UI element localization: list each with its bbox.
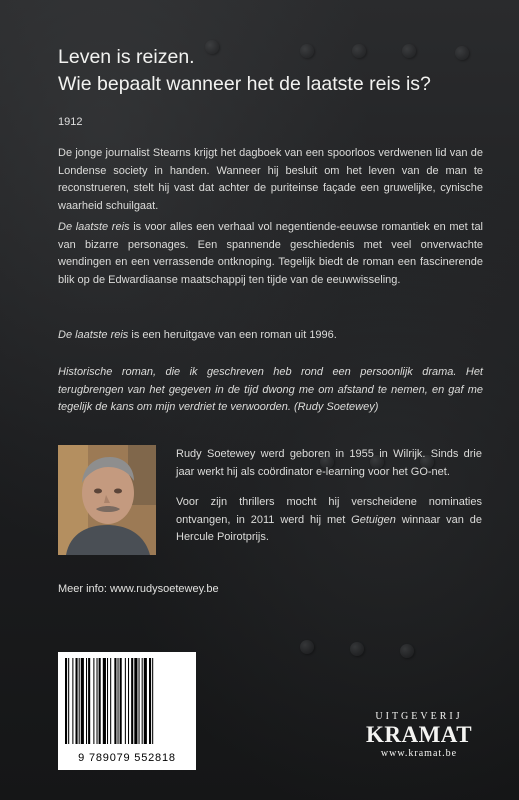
quote-text: Historische roman, die ik geschreven heb rond een persoonlijk drama. Het terugbrengen van het gegeven in de tijd dwong me om afstand te nemen, en gaf me tegelijk de kans om mijn verdriet te verwoorden. (Rudy Soetewey) — [58, 366, 483, 414]
book-title: De laatste reis — [58, 221, 130, 233]
publisher-label: UITGEVERIJ — [375, 711, 463, 722]
barcode-bar — [107, 658, 108, 744]
publisher-name: KRAMAT — [365, 722, 473, 747]
rivet-decoration — [350, 642, 364, 656]
barcode-bar — [99, 658, 101, 744]
barcode-bar — [76, 658, 78, 744]
author-quote — [58, 364, 483, 417]
barcode-bar — [128, 658, 129, 744]
rivet-decoration — [400, 644, 414, 658]
barcode-bar — [68, 658, 69, 744]
isbn-barcode — [58, 652, 196, 770]
publisher-url[interactable]: www.kramat.be — [380, 748, 458, 759]
barcode-bar — [72, 658, 73, 744]
awards-text-start: Voor zijn thrillers mocht hij verscheidene nominaties ontvangen, in 2011 werd hij met — [176, 496, 482, 526]
awarded-book-title: Getuigen — [351, 513, 396, 526]
barcode-bar — [120, 658, 122, 744]
barcode-bar — [152, 658, 153, 744]
barcode-bar — [93, 658, 94, 744]
barcode-bar — [110, 658, 111, 744]
barcode-bar — [103, 658, 106, 744]
barcode-bar — [114, 658, 116, 744]
author-portrait-image — [58, 445, 156, 555]
reissue-text: is een heruitgave van een roman uit 1996. — [128, 329, 337, 341]
description-text: is voor alles een verhaal vol negentiende-eeuwse romantiek en met tal van bizarre personages. Een spannende geschiedenis met veel onverwachte wendingen en een verrassende ontknoping. Tegelijk biedt de roman een fascinerende blik op de Edwardiaanse maatschappij ten tijde van de eeuwwisseling. — [58, 221, 484, 286]
barcode-bar — [125, 658, 126, 744]
reissue-paragraph — [58, 327, 483, 345]
barcode-bars — [64, 658, 190, 744]
headline-line-1: Leven is reizen. — [58, 46, 195, 68]
barcode-bar — [88, 658, 90, 744]
barcode-bar — [139, 658, 140, 744]
barcode-bar — [134, 658, 137, 744]
awards-text-end: winnaar van de Hercule Poirotprijs. — [176, 513, 482, 544]
more-info-link[interactable]: Meer info: www.rudysoetewey.be — [58, 583, 219, 595]
publisher-logo — [360, 711, 478, 759]
barcode-bar — [86, 658, 87, 744]
barcode-bar — [142, 658, 143, 744]
barcode-bar — [81, 658, 84, 744]
barcode-bar — [65, 658, 67, 744]
barcode-number: 9 789079 552818 — [78, 752, 176, 764]
rivet-decoration — [300, 640, 314, 654]
back-cover-headline — [58, 44, 498, 98]
headline-line-2: Wie bepaalt wanneer het de laatste reis is? — [58, 73, 431, 95]
barcode-bar — [144, 658, 147, 744]
barcode-bar — [79, 658, 80, 744]
barcode-bar — [118, 658, 119, 744]
synopsis-paragraph: De jonge journalist Stearns krijgt het dagboek van een spoorloos verdwenen lid van de Londense society in handen. Wanneer hij besluit om het leven van de man te reconstrueren, stelt hij vast dat achter de puriteinse façade een gruwelijke, cynische waarheid schuilgaat. — [58, 147, 483, 212]
author-bio-paragraph: Rudy Soetewey werd geboren in 1955 in Wilrijk. Sinds drie jaar werkt hij als coördinator e-learning voor het GO-net. — [176, 448, 482, 478]
barcode-bar — [149, 658, 151, 744]
book-title: De laatste reis — [58, 329, 129, 341]
description-paragraph — [58, 219, 483, 289]
author-photo — [58, 445, 156, 555]
barcode-bar — [131, 658, 133, 744]
author-awards-paragraph — [176, 494, 482, 547]
barcode-bar — [97, 658, 98, 744]
year-label: 1912 — [58, 116, 83, 128]
